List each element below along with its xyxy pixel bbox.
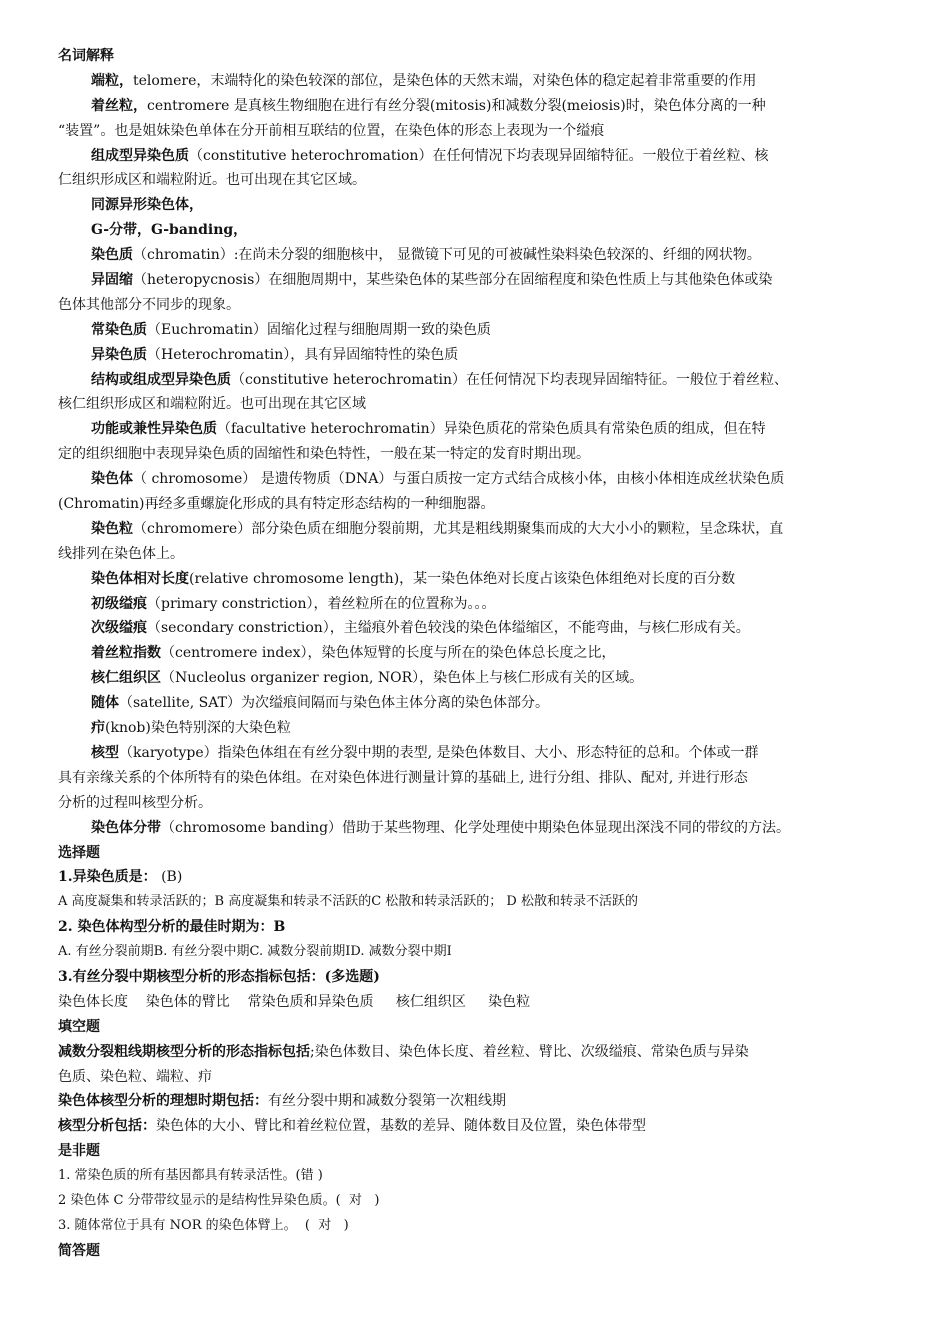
- term-constitutive-heterochromatin: [58, 144, 898, 169]
- choice-options-1: A 高度凝集和转录活跃的；B 高度凝集和转录不活跃的C 松散和转录活跃的； D 松散和转录不活跃的: [58, 894, 638, 910]
- term-heteropycnosis-cont: 色体其他部分不同步的现象。: [58, 296, 240, 313]
- term-chromosome-banding: [58, 816, 898, 841]
- term-g-banding: [58, 218, 898, 243]
- term-facultative-heterochromatin: [58, 417, 898, 442]
- term-text: （centromere index），染色体短臂的长度与所在的染色体总长度之比，: [161, 645, 616, 662]
- term-text: （ chromosome） 是遗传物质（DNA）与蛋白质按一定方式结合成核小体，由核小体相连成丝状染色质: [133, 471, 785, 488]
- term-text: （primary constriction），着丝粒所在的位置称为。。。: [147, 595, 496, 612]
- section-heading-truefalse: 是非题: [58, 1143, 100, 1160]
- term-label: 染色体: [91, 471, 133, 488]
- term-label: 染色粒: [91, 520, 133, 537]
- term-label: 着丝粒，: [91, 97, 147, 114]
- term-structural-heterochromatin: [58, 368, 898, 393]
- question-label: 核型分析包括：: [58, 1118, 156, 1135]
- fill-question-1: [58, 1040, 898, 1065]
- term-chromomere: [58, 517, 898, 542]
- term-secondary-constriction: [58, 616, 898, 641]
- question-label: 染色体核型分析的理想时期包括：: [58, 1093, 268, 1110]
- term-text: （chromosome banding）借助于某些物理、化学处理使中期染色体显现出深浅不同的带纹的方法。: [161, 819, 791, 836]
- term-label: 异染色质: [91, 346, 147, 363]
- term-label: 染色体相对长度: [91, 570, 189, 587]
- term-constitutive-heterochromatin-cont: 仁组织形成区和端粒附近。也可出现在其它区域。: [58, 172, 366, 189]
- answer-text: 染色体的大小、臂比和着丝粒位置，基数的差异、随体数目及位置，染色体带型: [156, 1118, 646, 1135]
- term-label: 同源异形染色体，: [91, 197, 203, 214]
- choice-options-3: 染色体长度 染色体的臂比 常染色质和异染色质 核仁组织区 染色粒: [58, 993, 531, 1010]
- term-chromosome: [58, 467, 898, 492]
- document-body: [58, 44, 898, 1264]
- term-label: 染色质: [91, 247, 133, 264]
- term-structural-heterochromatin-cont: 核仁组织形成区和端粒附近。也可出现在其它区域: [58, 396, 366, 413]
- term-satellite: [58, 691, 898, 716]
- term-label: 疖: [91, 720, 105, 737]
- term-heteropycnosis: [58, 268, 898, 293]
- term-karyotype-cont-1: 具有亲缘关系的个体所特有的染色体组。在对染色体进行测量计算的基础上, 进行分组、排队、配对, 并进行形态: [58, 769, 748, 786]
- truefalse-item-1: 1. 常染色质的所有基因都具有转录活性。(错 ): [58, 1168, 323, 1184]
- choice-question-2: 2. 染色体构型分析的最佳时期为：B: [58, 919, 286, 936]
- fill-question-3: [58, 1114, 898, 1139]
- choice-question-3: 3.有丝分裂中期核型分析的形态指标包括：(多选题): [58, 968, 380, 985]
- term-centromere-cont: “装置”。也是姐妹染色单体在分开前相互联结的位置，在染色体的形态上表现为一个缢痕: [58, 122, 605, 139]
- term-label: 初级缢痕: [91, 595, 147, 612]
- term-label: 随体: [91, 695, 119, 712]
- term-relative-length: [58, 567, 898, 592]
- section-heading-fill: 填空题: [58, 1018, 100, 1035]
- truefalse-item-3: 3. 随体常位于具有 NOR 的染色体臂上。 ( 对 ): [58, 1217, 349, 1233]
- section-heading-short: 简答题: [58, 1242, 100, 1259]
- fill-question-1-cont: 色质、染色粒、端粒、疖: [58, 1068, 212, 1085]
- term-nor: [58, 666, 898, 691]
- answer-text: ;染色体数目、染色体长度、着丝粒、臂比、次级缢痕、常染色质与异染: [310, 1043, 749, 1060]
- term-primary-constriction: [58, 592, 898, 617]
- term-karyotype: [58, 741, 898, 766]
- term-text: （heteropycnosis）在细胞周期中，某些染色体的某些部分在固缩程度和染色性质上与其他染色体或染: [133, 272, 773, 289]
- section-heading-terms: 名词解释: [58, 48, 114, 64]
- term-chromomere-cont: 线排列在染色体上。: [58, 545, 184, 562]
- term-heterochromatin: [58, 343, 898, 368]
- term-label: 核型: [91, 744, 119, 761]
- term-label: 次级缢痕: [91, 620, 147, 637]
- term-label: 组成型异染色质: [91, 147, 189, 164]
- term-text: （secondary constriction），主缢痕外着色较浅的染色体缢缩区，不能弯曲，与核仁形成有关。: [147, 620, 750, 637]
- term-homeotic-chromosome: [58, 193, 898, 218]
- term-label: 异固缩: [91, 272, 133, 289]
- term-text: （Heterochromatin），具有异固缩特性的染色质: [147, 346, 459, 363]
- term-text: (knob)染色特别深的大染色粒: [105, 720, 291, 737]
- answer-text: (B): [156, 869, 183, 886]
- term-text: （chromomere）部分染色质在细胞分裂前期，尤其是粗线期聚集而成的大大小小的颗粒，呈念珠状，直: [133, 520, 784, 537]
- term-facultative-heterochromatin-cont: 定的组织细胞中表现异染色质的固缩性和染色特性，一般在某一特定的发育时期出现。: [58, 446, 590, 463]
- term-chromatin: [58, 243, 898, 268]
- term-text: （constitutive heterochromation）在任何情况下均表现异固缩特征。一般位于着丝粒、核: [189, 147, 769, 164]
- choice-question-1: [58, 865, 898, 890]
- term-label: 核仁组织区: [91, 670, 161, 687]
- fill-question-2: [58, 1089, 898, 1114]
- term-text: （karyotype）指染色体组在有丝分裂中期的表型, 是染色体数目、大小、形态特征的总和。个体或一群: [119, 744, 759, 761]
- truefalse-item-2: 2 染色体 C 分带带纹显示的是结构性异染色质。( 对 ): [58, 1192, 380, 1208]
- section-heading-choice: 选择题: [58, 844, 100, 861]
- term-label: 常染色质: [91, 321, 147, 338]
- term-knob: [58, 716, 898, 741]
- term-telomere: [58, 69, 898, 94]
- term-label: 功能或兼性异染色质: [91, 421, 217, 438]
- term-text: （Euchromatin）固缩化过程与细胞周期一致的染色质: [147, 321, 491, 338]
- term-text: centromere 是真核生物细胞在进行有丝分裂(mitosis)和减数分裂(meiosis)时，染色体分离的一种: [147, 97, 766, 114]
- term-text: （Nucleolus organizer region, NOR），染色体上与核仁形成有关的区域。: [161, 670, 644, 687]
- term-centromere: [58, 94, 898, 119]
- question-text: 1.异染色质是：: [58, 869, 157, 886]
- term-text: （satellite, SAT）为次缢痕间隔而与染色体主体分离的染色体部分。: [119, 695, 549, 712]
- term-chromosome-cont: (Chromatin)再经多重螺旋化形成的具有特定形态结构的一种细胞器。: [58, 496, 495, 513]
- term-karyotype-cont-2: 分析的过程叫核型分析。: [58, 794, 212, 811]
- term-text: telomere，末端特化的染色较深的部位，是染色体的天然末端，对染色体的稳定起着非常重要的作用: [133, 72, 757, 89]
- term-label: 着丝粒指数: [91, 645, 161, 662]
- term-label: 结构或组成型异染色质: [91, 371, 231, 388]
- term-text: (relative chromosome length)，某一染色体绝对长度占该染色体组绝对长度的百分数: [189, 570, 736, 587]
- term-euchromatin: [58, 318, 898, 343]
- term-text: （facultative heterochromatin）异染色质花的常染色质具有常染色质的组成，但在特: [217, 421, 766, 438]
- term-centromere-index: [58, 641, 898, 666]
- term-text: （constitutive heterochromatin）在任何情况下均表现异固缩特征。一般位于着丝粒、: [231, 371, 789, 388]
- term-label: G-分带，G-banding，: [91, 222, 248, 239]
- term-label: 染色体分带: [91, 819, 161, 836]
- answer-text: 有丝分裂中期和减数分裂第一次粗线期: [268, 1093, 506, 1110]
- choice-options-2: A. 有丝分裂前期B. 有丝分裂中期C. 减数分裂前期ID. 减数分裂中期I: [58, 944, 452, 960]
- term-text: （chromatin）:在尚未分裂的细胞核中， 显微镜下可见的可被碱性染料染色较深的、纤细的网状物。: [133, 247, 761, 264]
- question-label: 减数分裂粗线期核型分析的形态指标包括: [58, 1043, 310, 1060]
- term-label: 端粒，: [91, 72, 133, 89]
